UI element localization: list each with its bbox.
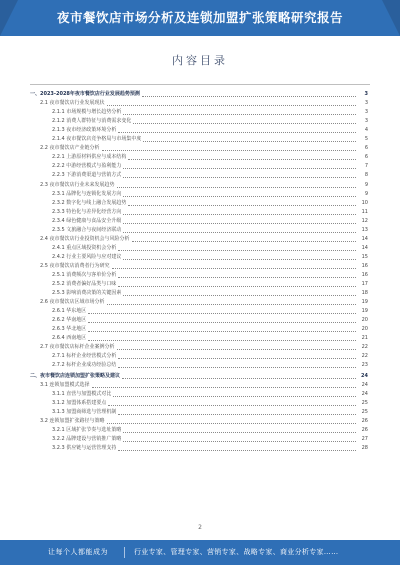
- toc-entry-page: 16: [361, 262, 368, 269]
- toc-dot-leader: [123, 209, 356, 215]
- toc-dot-leader: [118, 353, 356, 359]
- toc-entry-page: 15: [361, 253, 368, 260]
- toc-entry-page: 17: [361, 281, 368, 288]
- toc-divider: [30, 84, 370, 85]
- toc-dot-leader: [123, 290, 356, 296]
- toc-entry-page: 19: [361, 299, 368, 306]
- toc-entry-label: 2.4.2 行业主要风险与应对建议: [52, 253, 122, 260]
- toc-entry[interactable]: [30, 253, 368, 262]
- toc-entry[interactable]: [30, 343, 368, 352]
- toc-entry-page: 23: [361, 362, 368, 369]
- toc-dot-leader: [88, 317, 356, 323]
- toc-entry-page: 3: [364, 118, 368, 125]
- toc-dot-leader: [118, 409, 356, 415]
- toc-entry-label: 2.6 夜市餐饮店区域市场分析: [40, 299, 105, 306]
- toc-dot-leader: [108, 400, 356, 406]
- table-of-contents: [30, 90, 368, 453]
- toc-entry-label: 2.3.4 绿色健康与食品安全升级: [52, 217, 122, 224]
- toc-entry-page: 25: [361, 399, 368, 406]
- toc-entry-page: 13: [361, 226, 368, 233]
- toc-dot-leader: [88, 326, 356, 332]
- toc-entry[interactable]: [30, 199, 368, 208]
- toc-entry-page: 20: [361, 326, 368, 333]
- toc-entry-label: 2.6.3 华北地区: [52, 326, 87, 333]
- toc-dot-leader: [123, 109, 356, 115]
- toc-entry-label: 2.2.3 下游消费渠道与营销方式: [52, 172, 122, 179]
- footer-slogan: 让每个人都能成为: [48, 548, 108, 556]
- toc-entry-label: 2.2.2 中游经营模式与盈利能力: [52, 163, 122, 170]
- toc-entry[interactable]: [30, 399, 368, 408]
- toc-entry-page: 9: [364, 190, 368, 197]
- toc-entry-page: 3: [364, 109, 368, 116]
- toc-entry[interactable]: [30, 435, 368, 444]
- toc-entry-page: 24: [361, 390, 368, 397]
- toc-entry-page: 7: [364, 163, 368, 170]
- toc-entry-page: 18: [361, 290, 368, 297]
- toc-dot-leader: [122, 373, 356, 379]
- toc-dot-leader: [123, 227, 356, 233]
- toc-entry-page: 24: [361, 381, 368, 388]
- toc-dot-leader: [123, 163, 356, 169]
- toc-entry-label: 2.6.2 华南地区: [52, 317, 87, 324]
- toc-entry-page: 4: [364, 127, 368, 134]
- toc-entry-page: 27: [361, 435, 368, 442]
- toc-entry-label: 2.3.5 文旅融合与夜间经济联动: [52, 226, 122, 233]
- toc-entry[interactable]: [30, 381, 368, 390]
- toc-entry[interactable]: [30, 108, 368, 117]
- toc-dot-leader: [128, 200, 356, 206]
- toc-entry-label: 3.1.3 加盟商筛选与管理机制: [52, 408, 117, 415]
- toc-dot-leader: [118, 272, 356, 278]
- toc-entry-page: 3: [364, 91, 368, 98]
- toc-dot-leader: [118, 245, 356, 251]
- toc-entry-page: 20: [361, 317, 368, 324]
- toc-entry[interactable]: [30, 153, 368, 162]
- toc-entry-page: 9: [364, 181, 368, 188]
- toc-entry-page: 6: [364, 154, 368, 161]
- toc-entry[interactable]: [30, 208, 368, 217]
- toc-entry-label: 3.2 连锁加盟扩张路径与策略: [40, 417, 105, 424]
- toc-entry[interactable]: [30, 180, 368, 189]
- toc-entry-page: 25: [361, 408, 368, 415]
- toc-entry[interactable]: [30, 361, 368, 370]
- toc-entry[interactable]: [30, 244, 368, 253]
- toc-entry[interactable]: [30, 352, 368, 361]
- toc-entry-label: 2.5.1 消费频次与客单价分析: [52, 271, 117, 278]
- toc-entry[interactable]: [30, 144, 368, 153]
- toc-dot-leader: [107, 100, 356, 106]
- toc-entry[interactable]: [30, 217, 368, 226]
- toc-entry[interactable]: [30, 90, 368, 99]
- toc-dot-leader: [118, 445, 356, 451]
- toc-entry[interactable]: [30, 371, 368, 380]
- toc-entry[interactable]: [30, 444, 368, 453]
- toc-entry-page: 12: [361, 217, 368, 224]
- toc-entry-page: 22: [361, 344, 368, 351]
- toc-dot-leader: [123, 254, 356, 260]
- toc-entry[interactable]: [30, 117, 368, 126]
- toc-entry-label: 2.1 夜市餐饮店行业发展现状: [40, 100, 105, 107]
- toc-entry[interactable]: [30, 334, 368, 343]
- toc-dot-leader: [102, 145, 356, 151]
- toc-entry-page: 3: [364, 100, 368, 107]
- footer-tagline: 行业专家、管理专家、营销专家、战略专家、商业分析专家……: [134, 548, 339, 556]
- toc-entry-label: 2.5.2 消费者偏好品类与口味: [52, 281, 117, 288]
- toc-entry-label: 3.2.2 品牌建设与营销推广策略: [52, 435, 122, 442]
- toc-entry-label: 2.4.1 重点区域投资机会分析: [52, 244, 117, 251]
- toc-entry-label: 2.1.1 市场规模与增长趋势分析: [52, 109, 122, 116]
- toc-entry-label: 二、夜市餐饮店连锁加盟扩张策略及建议: [30, 372, 121, 379]
- toc-entry[interactable]: [30, 262, 368, 271]
- toc-entry[interactable]: [30, 390, 368, 399]
- toc-dot-leader: [123, 427, 356, 433]
- toc-entry-label: 2.3 夜市餐饮店行业未来发展趋势: [40, 181, 115, 188]
- toc-entry-page: 11: [361, 208, 368, 215]
- toc-entry-label: 3.1.1 直营与加盟模式对比: [52, 390, 112, 397]
- toc-entry[interactable]: [30, 280, 368, 289]
- toc-entry-label: 2.1.4 夜市餐饮店竞争格局与市场集中度: [52, 136, 142, 143]
- toc-entry-page: 26: [361, 417, 368, 424]
- toc-entry-page: 10: [361, 199, 368, 206]
- toc-entry-page: 14: [361, 244, 368, 251]
- toc-entry-label: 2.5 夜市餐饮店消费者行为研究: [40, 262, 110, 269]
- toc-dot-leader: [88, 308, 356, 314]
- toc-entry-label: 一、2023-2028年夜市餐饮店行业发展趋势预测: [30, 91, 140, 98]
- toc-entry-label: 2.3.1 品牌化与连锁化发展方向: [52, 190, 122, 197]
- toc-entry-label: 2.5.3 影响消费决策的关键因素: [52, 290, 122, 297]
- toc-entry-label: 2.3.3 特色化与差异化经营方向: [52, 208, 122, 215]
- toc-dot-leader: [117, 344, 356, 350]
- toc-dot-leader: [142, 91, 356, 97]
- toc-entry[interactable]: [30, 135, 368, 144]
- toc-entry[interactable]: [30, 316, 368, 325]
- toc-entry[interactable]: [30, 99, 368, 108]
- toc-entry[interactable]: [30, 307, 368, 316]
- toc-entry-label: 2.7 夜市餐饮店标杆企业案例分析: [40, 344, 115, 351]
- toc-dot-leader: [133, 118, 356, 124]
- toc-dot-leader: [118, 281, 356, 287]
- toc-entry-label: 2.1.3 夜市经济政策环境分析: [52, 127, 117, 134]
- toc-dot-leader: [128, 154, 356, 160]
- toc-entry-label: 2.6.4 西南地区: [52, 335, 87, 342]
- toc-heading: 内容目录: [172, 54, 228, 67]
- toc-dot-leader: [117, 182, 356, 188]
- toc-dot-leader: [123, 436, 356, 442]
- toc-entry-label: 2.3.2 数字化与线上融合发展趋势: [52, 199, 127, 206]
- toc-dot-leader: [143, 136, 356, 142]
- report-title: 夜市餐饮店市场分析及连锁加盟扩张策略研究报告: [56, 10, 343, 25]
- toc-dot-leader: [123, 218, 356, 224]
- toc-entry[interactable]: [30, 235, 368, 244]
- toc-entry-page: 14: [361, 235, 368, 242]
- toc-entry[interactable]: [30, 417, 368, 426]
- page-number: 2: [198, 524, 202, 531]
- toc-dot-leader: [123, 172, 356, 178]
- toc-entry-label: 3.2.3 供应链与运营管理支持: [52, 444, 117, 451]
- toc-dot-leader: [132, 236, 356, 242]
- toc-entry-label: 2.2.1 上游原材料供应与成本结构: [52, 154, 127, 161]
- toc-entry-label: 3.2.1 区域扩张节奏与选址策略: [52, 426, 122, 433]
- toc-entry-page: 6: [364, 145, 368, 152]
- toc-entry-page: 19: [361, 308, 368, 315]
- toc-dot-leader: [112, 263, 356, 269]
- toc-entry[interactable]: [30, 325, 368, 334]
- toc-entry-page: 26: [361, 426, 368, 433]
- toc-dot-leader: [107, 299, 356, 305]
- toc-entry-page: 22: [361, 353, 368, 360]
- toc-entry-label: 3.1 连锁加盟模式选择: [40, 381, 90, 388]
- toc-entry-label: 2.4 夜市餐饮店行业投资机会与风险分析: [40, 235, 130, 242]
- toc-entry-page: 5: [364, 136, 368, 143]
- toc-dot-leader: [113, 391, 356, 397]
- toc-entry-label: 3.1.2 加盟体系搭建要点: [52, 399, 107, 406]
- footer-banner: [0, 540, 400, 565]
- toc-dot-leader: [118, 362, 356, 368]
- toc-entry-label: 2.7.1 标杆企业经营模式分析: [52, 353, 117, 360]
- toc-entry-page: 24: [361, 372, 368, 379]
- toc-entry[interactable]: [30, 171, 368, 180]
- toc-entry[interactable]: [30, 226, 368, 235]
- toc-entry-label: 2.6.1 华东地区: [52, 308, 87, 315]
- toc-entry[interactable]: [30, 271, 368, 280]
- toc-entry[interactable]: [30, 298, 368, 307]
- toc-entry[interactable]: [30, 190, 368, 199]
- toc-entry[interactable]: [30, 162, 368, 171]
- toc-entry-page: 16: [361, 271, 368, 278]
- toc-dot-leader: [107, 418, 356, 424]
- toc-entry-label: 2.1.2 消费人群特征与消费需求变化: [52, 118, 132, 125]
- toc-entry-label: 2.7.2 标杆企业成功经验总结: [52, 362, 117, 369]
- toc-entry[interactable]: [30, 126, 368, 135]
- toc-entry-page: 28: [361, 444, 368, 451]
- toc-entry-label: 2.2 夜市餐饮店产业链分析: [40, 145, 100, 152]
- toc-dot-leader: [123, 191, 356, 197]
- toc-entry-page: 8: [364, 172, 368, 179]
- toc-entry[interactable]: [30, 289, 368, 298]
- report-header-banner: [0, 0, 400, 36]
- toc-dot-leader: [118, 127, 356, 133]
- toc-entry[interactable]: [30, 408, 368, 417]
- toc-dot-leader: [88, 335, 356, 341]
- toc-entry[interactable]: [30, 426, 368, 435]
- toc-entry-page: 21: [361, 335, 368, 342]
- footer-separator: [124, 547, 125, 558]
- toc-dot-leader: [92, 382, 356, 388]
